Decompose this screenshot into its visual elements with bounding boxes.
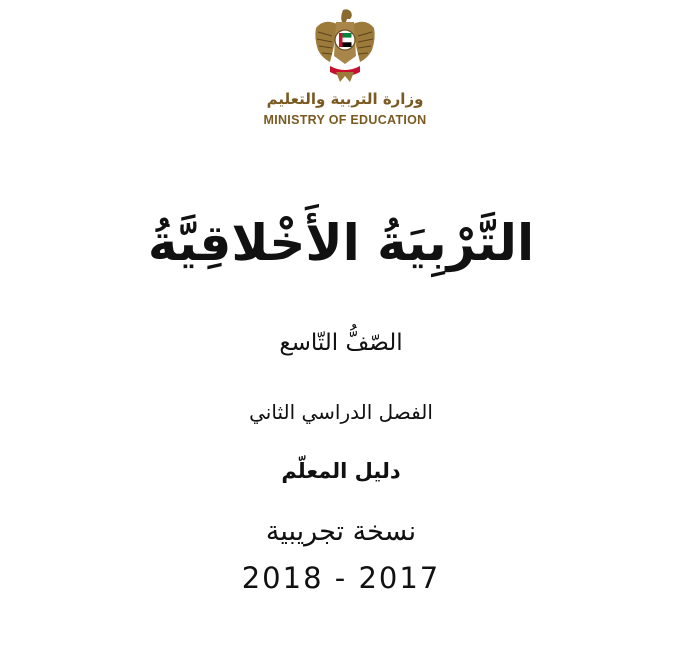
term-label: الفصل الدراسي الثاني <box>249 400 433 424</box>
ministry-name-arabic: وزارة التربية والتعليم <box>266 90 424 108</box>
academic-years: 2018 - 2017 <box>241 561 441 595</box>
book-title: التَّرْبِيَةُ الأَخْلاقِيَّةُ <box>147 214 535 272</box>
edition-label: نسخة تجريبية <box>265 516 417 547</box>
ministry-logo <box>250 6 440 131</box>
grade-label: الصّفُّ التّاسع <box>279 330 403 356</box>
teacher-guide-label: دليل المعلّم <box>281 459 401 483</box>
ministry-name-english: MINISTRY OF EDUCATION <box>263 113 427 127</box>
uae-falcon-emblem-icon <box>310 6 380 86</box>
